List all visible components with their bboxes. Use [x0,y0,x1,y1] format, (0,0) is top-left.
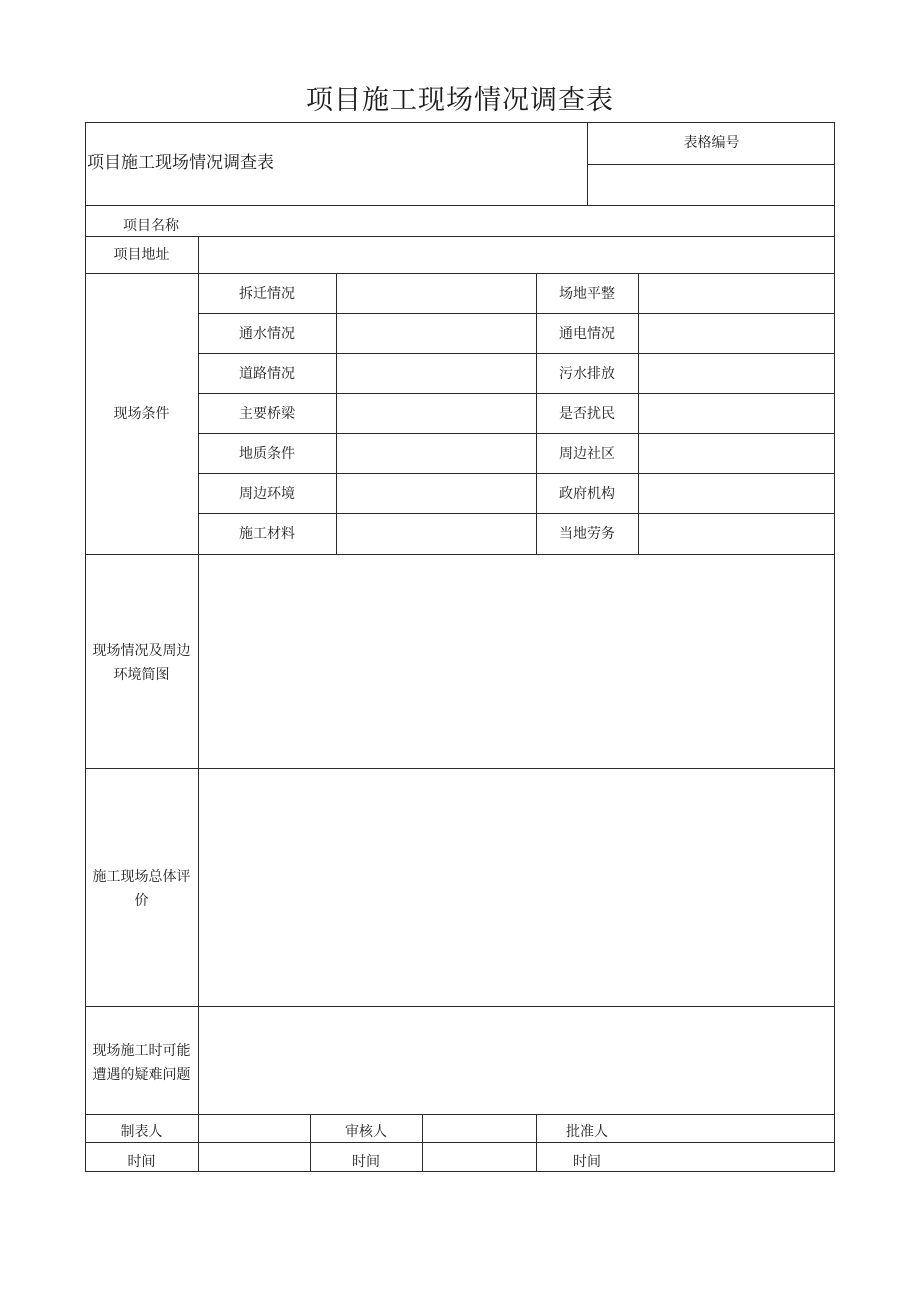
site-conditions-label: 现场条件 [113,406,170,422]
overall-evaluation-label-line1: 施工现场总体评 [92,869,191,885]
condition-left-label: 道路情况 [239,366,295,382]
page-title: 项目施工现场情况调查表 [306,85,614,116]
form-title: 项目施工现场情况调查表 [87,153,274,173]
condition-left-label: 拆迁情况 [239,286,295,302]
condition-right-label: 周边社区 [559,446,615,462]
form-number-field[interactable] [589,165,834,205]
overall-evaluation-label-line2: 价 [134,893,149,909]
condition-right-label: 污水排放 [559,366,615,382]
condition-left-label: 施工材料 [239,526,295,542]
condition-left-label: 主要桥梁 [239,406,295,422]
form-number-label: 表格编号 [683,135,740,151]
approved-time-label: 时间 [573,1154,601,1170]
prepared-time-label: 时间 [127,1154,156,1170]
project-name-field[interactable] [200,206,834,236]
condition-left-label: 地质条件 [239,446,295,462]
reviewed-by-label: 审核人 [345,1124,387,1140]
possible-problems-label-line1: 现场施工时可能 [92,1043,191,1059]
condition-right-label: 场地平整 [559,286,615,302]
condition-right-label: 政府机构 [559,486,615,502]
project-address-field[interactable] [199,237,834,273]
reviewed-time-label: 时间 [352,1154,380,1170]
possible-problems-area[interactable] [199,1007,834,1114]
site-sketch-area[interactable] [199,555,834,768]
condition-right-label: 通电情况 [559,326,615,342]
condition-right-label: 是否扰民 [559,406,615,422]
condition-left-label: 周边环境 [239,486,295,502]
possible-problems-label-line2: 遭遇的疑难问题 [92,1067,191,1083]
site-sketch-label-line2: 环境简图 [113,667,170,683]
site-sketch-label-line1: 现场情况及周边 [92,643,191,659]
condition-left-label: 通水情况 [239,326,295,342]
overall-evaluation-area[interactable] [199,769,834,1006]
project-name-label: 项目名称 [123,218,179,234]
condition-right-label: 当地劳务 [559,526,615,542]
approved-by-label: 批准人 [566,1124,608,1140]
prepared-by-label: 制表人 [120,1124,163,1140]
project-address-label: 项目地址 [113,247,170,263]
